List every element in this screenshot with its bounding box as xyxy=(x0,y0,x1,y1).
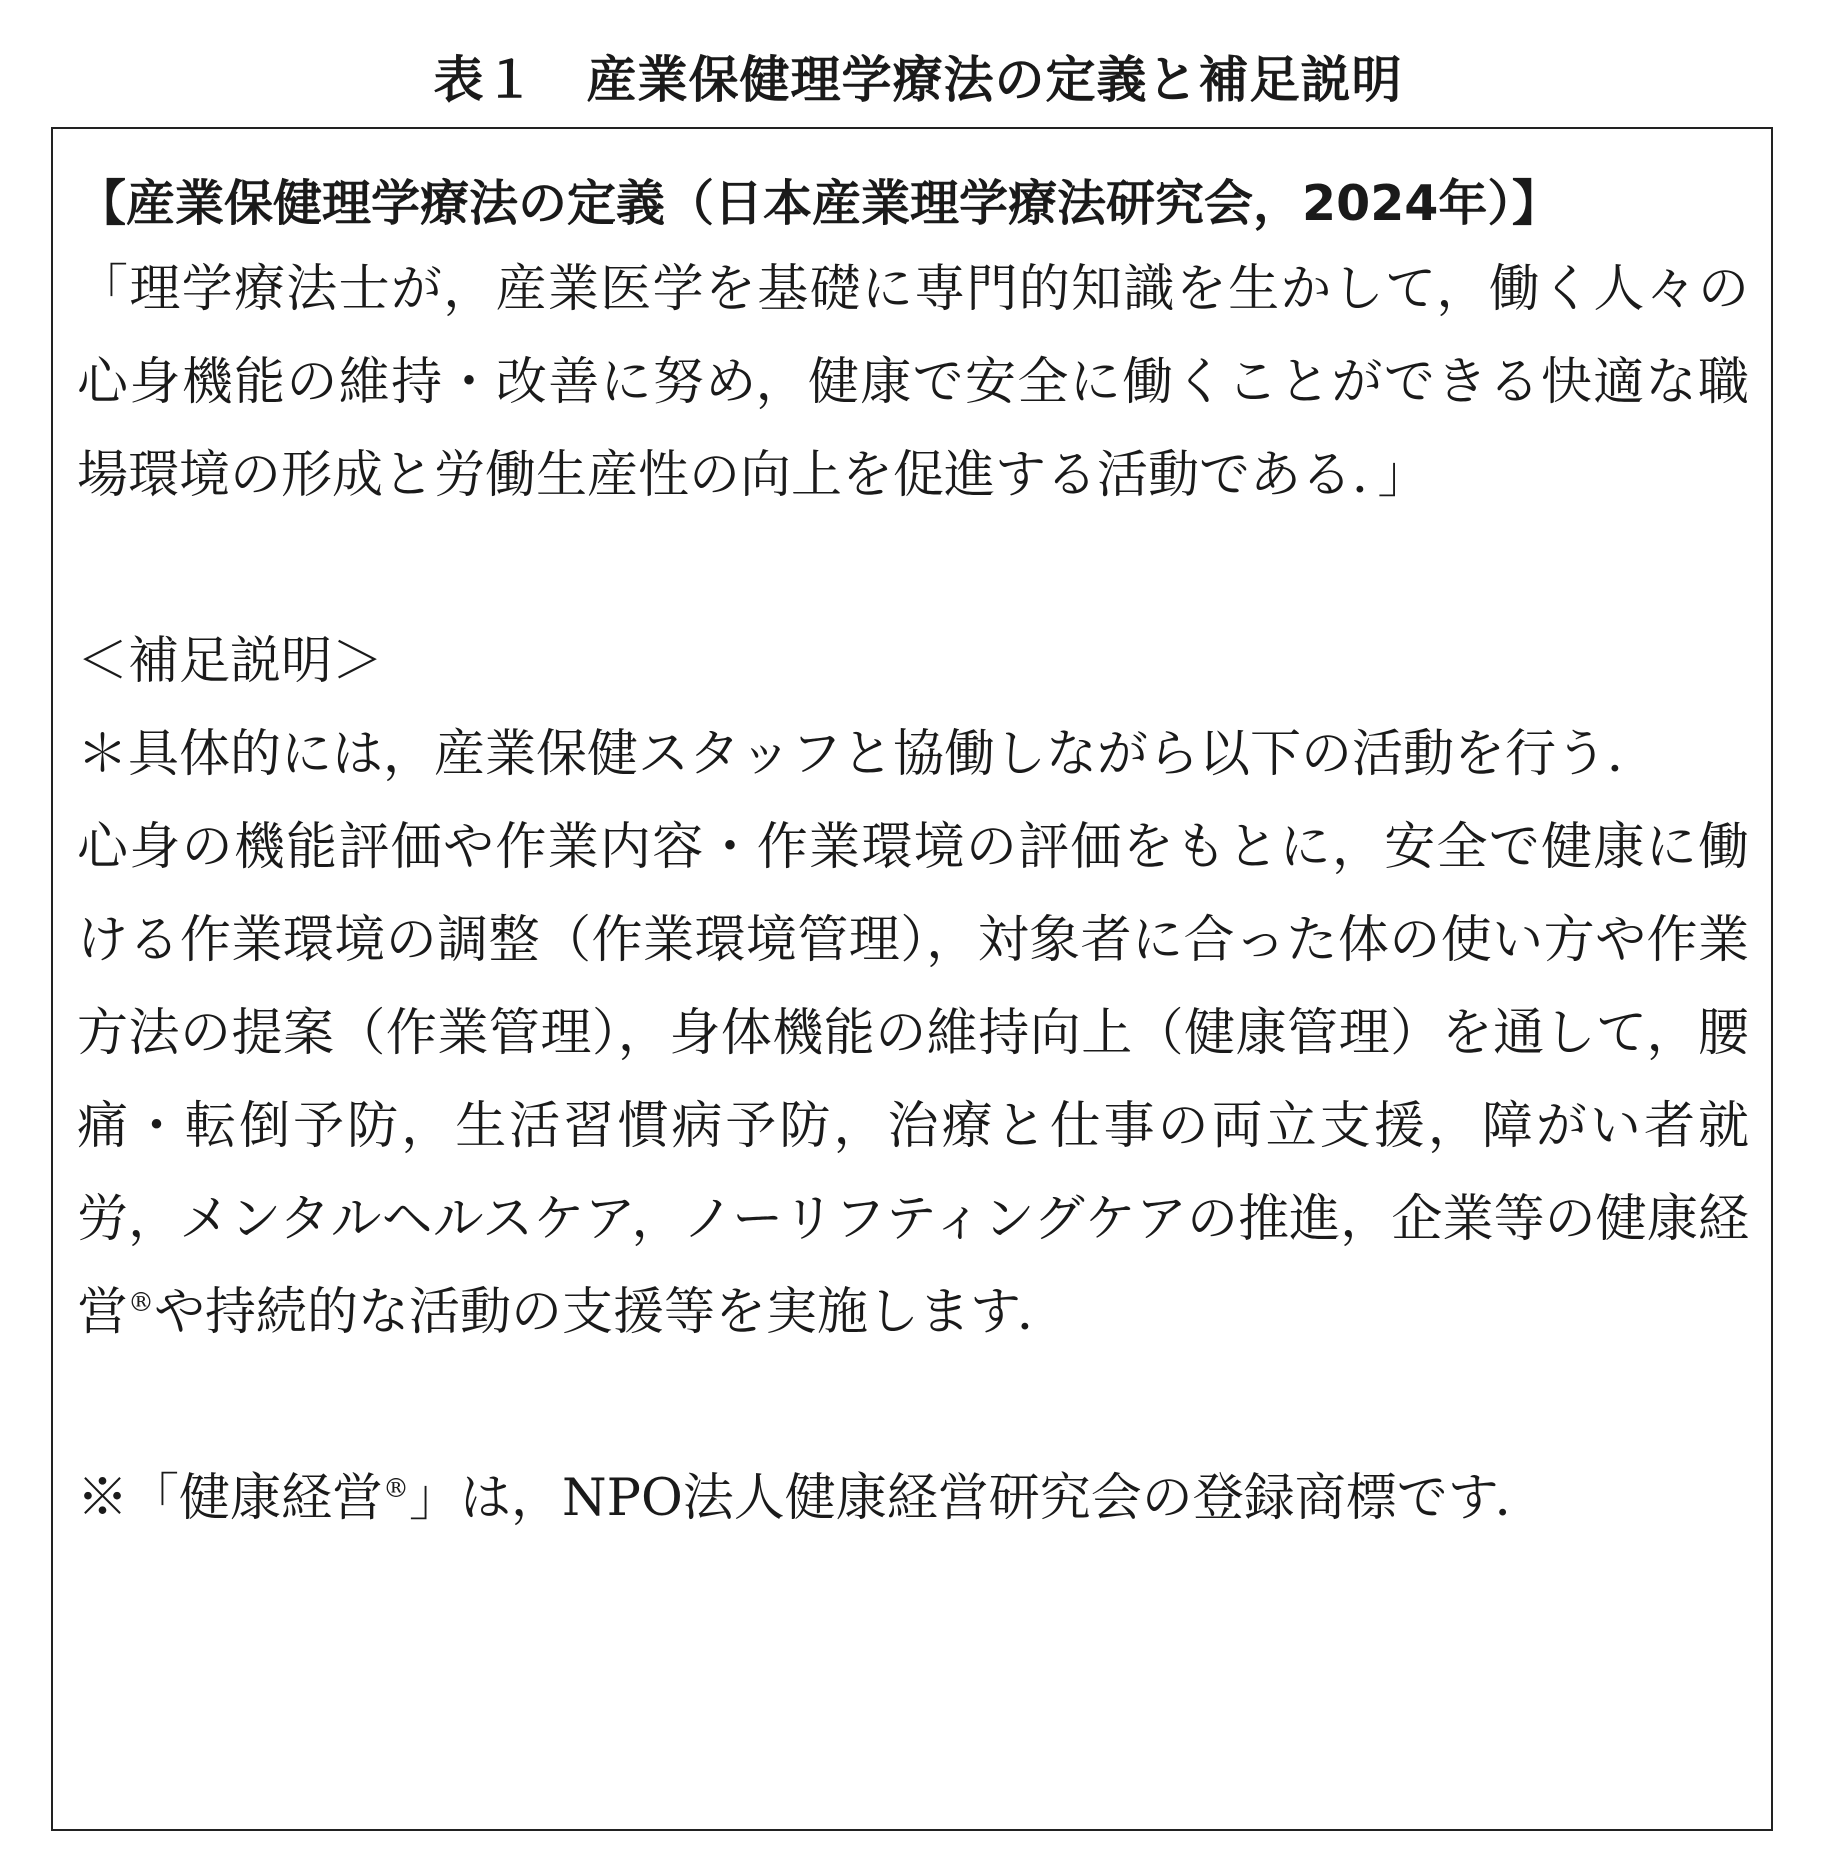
box-content xyxy=(77,169,1749,1545)
supplement-body-text: 心身の機能評価や作業内容・作業環境の評価をもとに，安全で健康に働ける作業環境の調整（作業環境管理），対象者に合った体の使い方や作業方法の提案（作業管理），身体機能の維持向上（健康管理）を通して，腰痛・転倒予防，生活習慣病予防，治療と仕事の両立支援，障がい者就労，メンタルヘルスケア，ノーリフティングケアの推進，企業等の健康経営 xyxy=(77,818,1749,1342)
table-title: 表１ 産業保健理学療法の定義と補足説明 xyxy=(433,51,1403,109)
supplement-heading: ＜補足説明＞ xyxy=(77,632,384,691)
note-registered-mark: ® xyxy=(383,1474,410,1504)
definition-box xyxy=(51,127,1773,1831)
registered-mark: ® xyxy=(128,1288,155,1318)
definition-heading: 【産業保健理学療法の定義（日本産業理学療法研究会，2024年）】 xyxy=(77,175,1561,232)
definition-text: 「理学療法士が，産業医学を基礎に専門的知識を生かして，働く人々の心身機能の維持・改善に努め，健康で安全に働くことができる快適な職場環境の形成と労働生産性の向上を促進する活動である．」 xyxy=(77,260,1749,505)
spacer xyxy=(77,522,1749,615)
supplement-intro: ＊具体的には，産業保健スタッフと協働しながら以下の活動を行う． xyxy=(77,725,1659,784)
supplement-body-text-end: や持続的な活動の支援等を実施します． xyxy=(154,1283,1068,1342)
trademark-note xyxy=(77,1452,1749,1545)
supplement-body xyxy=(77,801,1749,1359)
note-text-start: ※「健康経営 xyxy=(77,1469,384,1528)
note-text-end: 」は，NPO法人健康経営研究会の登録商標です． xyxy=(409,1469,1546,1528)
